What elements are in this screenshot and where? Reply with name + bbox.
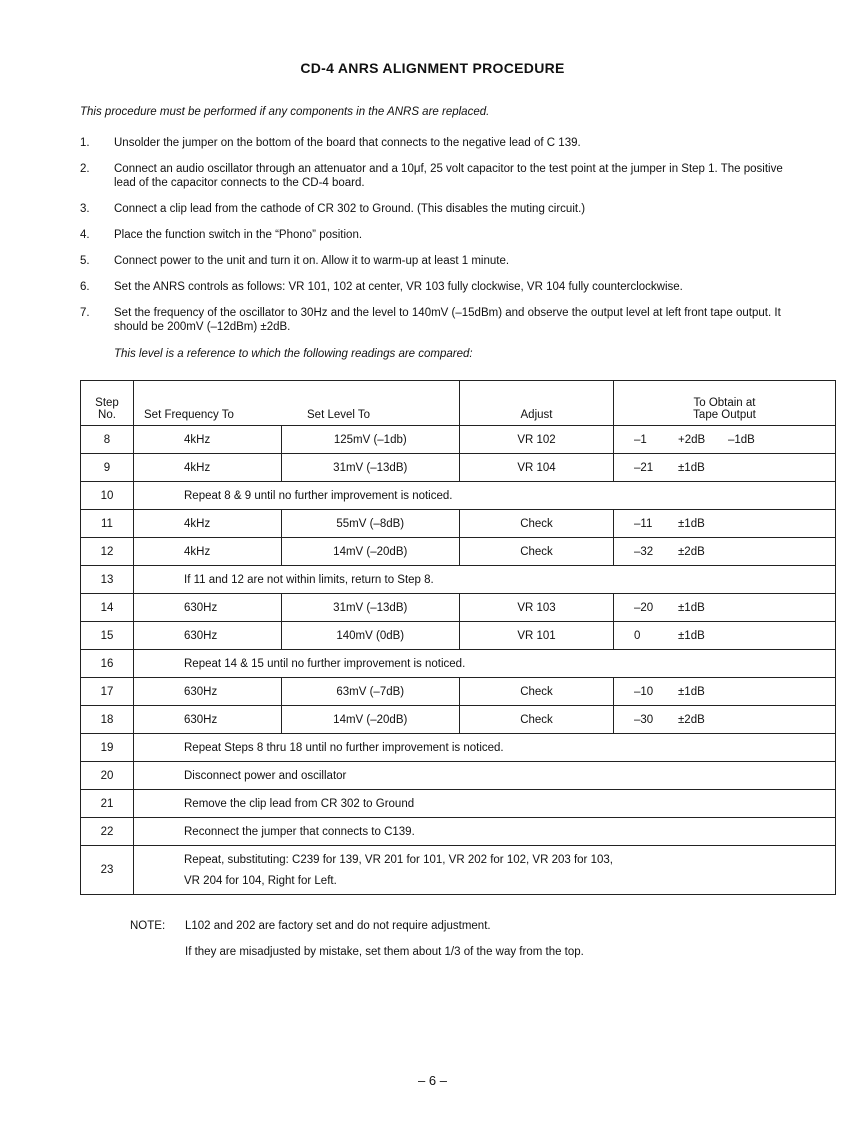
step-cell: 9 bbox=[81, 454, 134, 482]
note-text: Repeat Steps 8 thru 18 until no further improvement is noticed. bbox=[184, 741, 504, 754]
table-row bbox=[81, 678, 836, 706]
note-cell bbox=[134, 482, 836, 510]
step-cell: 16 bbox=[81, 650, 134, 678]
table-row bbox=[81, 818, 836, 846]
step-item bbox=[80, 254, 795, 268]
header-step: Step No. bbox=[81, 381, 134, 426]
tape-output-cell bbox=[614, 426, 836, 454]
step-cell: 11 bbox=[81, 510, 134, 538]
adjust-cell: VR 104 bbox=[460, 454, 614, 482]
tape-output-cell bbox=[614, 706, 836, 734]
note-cell bbox=[134, 650, 836, 678]
header-freq: Set Frequency To bbox=[134, 381, 282, 426]
step-cell: 8 bbox=[81, 426, 134, 454]
step-text: Connect a clip lead from the cathode of CR 302 to Ground. (This disables the muting circuit.) bbox=[114, 203, 586, 215]
tape-value: ±1dB bbox=[678, 685, 705, 698]
note-cell bbox=[134, 566, 836, 594]
header-tape: To Obtain at Tape Output bbox=[614, 381, 836, 426]
level-cell: 140mV (0dB) bbox=[281, 622, 460, 650]
note-line1: L102 and 202 are factory set and do not require adjustment. bbox=[185, 920, 491, 932]
footer-note-line2: If they are misadjusted by mistake, set them about 1/3 of the way from the top. bbox=[185, 946, 584, 958]
step-cell: 14 bbox=[81, 594, 134, 622]
note-text-line2: VR 204 for 104, Right for Left. bbox=[184, 874, 337, 887]
tape-value: +2dB bbox=[678, 433, 706, 446]
step-cell: 10 bbox=[81, 482, 134, 510]
tape-value: –30 bbox=[634, 713, 654, 726]
step-item bbox=[80, 280, 795, 294]
tape-output-cell bbox=[614, 678, 836, 706]
note-text: If 11 and 12 are not within limits, return to Step 8. bbox=[184, 573, 434, 586]
step-cell: 12 bbox=[81, 538, 134, 566]
table-header-row bbox=[81, 381, 836, 426]
step-item bbox=[80, 228, 795, 242]
adjust-cell: VR 102 bbox=[460, 426, 614, 454]
table-row bbox=[81, 734, 836, 762]
tape-value: ±1dB bbox=[678, 629, 705, 642]
table-row bbox=[81, 650, 836, 678]
tape-value: –10 bbox=[634, 685, 654, 698]
freq-cell: 630Hz bbox=[134, 622, 282, 650]
table-row bbox=[81, 510, 836, 538]
alignment-table bbox=[80, 380, 836, 895]
table-row bbox=[81, 594, 836, 622]
step-item bbox=[80, 306, 795, 334]
level-cell: 63mV (–7dB) bbox=[281, 678, 460, 706]
note-text: Reconnect the jumper that connects to C139. bbox=[184, 825, 415, 838]
tape-value: –20 bbox=[634, 601, 654, 614]
step-number: 2. bbox=[80, 163, 90, 175]
procedure-steps bbox=[80, 136, 795, 346]
adjust-cell: Check bbox=[460, 678, 614, 706]
tape-output-cell bbox=[614, 594, 836, 622]
note-cell bbox=[134, 734, 836, 762]
tape-value: ±1dB bbox=[678, 461, 705, 474]
note-cell bbox=[134, 846, 836, 895]
table-row bbox=[81, 426, 836, 454]
table-row bbox=[81, 622, 836, 650]
tape-output-cell bbox=[614, 538, 836, 566]
step-text: Connect an audio oscillator through an attenuator and a 10μf, 25 volt capacitor to the test point at the jumper in Step 1. The positive lead of the capacitor connects to the CD-4 board. bbox=[114, 163, 783, 189]
step-item bbox=[80, 202, 795, 216]
tape-value: ±1dB bbox=[678, 601, 705, 614]
adjust-cell: VR 101 bbox=[460, 622, 614, 650]
freq-cell: 4kHz bbox=[134, 426, 282, 454]
tape-value: ±2dB bbox=[678, 713, 705, 726]
freq-cell: 630Hz bbox=[134, 678, 282, 706]
adjust-cell: Check bbox=[460, 510, 614, 538]
step-cell: 20 bbox=[81, 762, 134, 790]
note-text: Repeat, substituting: C239 for 139, VR 201 for 101, VR 202 for 102, VR 203 for 103, bbox=[184, 853, 613, 866]
step-cell: 22 bbox=[81, 818, 134, 846]
tape-value: –21 bbox=[634, 461, 654, 474]
intro-text: This procedure must be performed if any components in the ANRS are replaced. bbox=[80, 106, 490, 118]
step-number: 5. bbox=[80, 255, 90, 267]
table-row bbox=[81, 790, 836, 818]
freq-cell: 4kHz bbox=[134, 538, 282, 566]
step-text: Set the frequency of the oscillator to 30Hz and the level to 140mV (–15dBm) and observe the output level at left front tape output. It should be 200mV (–12dBm) ±2dB. bbox=[114, 307, 781, 333]
step-text: Connect power to the unit and turn it on. Allow it to warm-up at least 1 minute. bbox=[114, 255, 510, 267]
step-number: 7. bbox=[80, 307, 90, 319]
step-cell: 15 bbox=[81, 622, 134, 650]
step-number: 6. bbox=[80, 281, 90, 293]
tape-value: –1dB bbox=[728, 433, 755, 446]
step-item bbox=[80, 136, 795, 150]
header-adjust: Adjust bbox=[460, 381, 614, 426]
tape-output-cell bbox=[614, 622, 836, 650]
note-cell bbox=[134, 818, 836, 846]
step-number: 3. bbox=[80, 203, 90, 215]
level-cell: 14mV (–20dB) bbox=[281, 538, 460, 566]
adjust-cell: Check bbox=[460, 538, 614, 566]
step-cell: 13 bbox=[81, 566, 134, 594]
step-text: Place the function switch in the “Phono” position. bbox=[114, 229, 363, 241]
step-text: Set the ANRS controls as follows: VR 101, 102 at center, VR 103 fully clockwise, VR 104 fully counterclockwise. bbox=[114, 281, 683, 293]
table-row bbox=[81, 454, 836, 482]
note-text: Repeat 14 & 15 until no further improvement is noticed. bbox=[184, 657, 466, 670]
tape-output-cell bbox=[614, 454, 836, 482]
table-row bbox=[81, 538, 836, 566]
tape-value: –11 bbox=[634, 517, 653, 530]
table-row bbox=[81, 566, 836, 594]
tape-value: –32 bbox=[634, 545, 654, 558]
adjust-cell: VR 103 bbox=[460, 594, 614, 622]
table-row bbox=[81, 846, 836, 895]
note-label: NOTE: bbox=[130, 920, 166, 932]
tape-value: ±1dB bbox=[678, 517, 705, 530]
footer-note bbox=[130, 920, 491, 932]
tape-value: 0 bbox=[634, 629, 641, 642]
note-text: Repeat 8 & 9 until no further improvement is noticed. bbox=[184, 489, 453, 502]
step-cell: 17 bbox=[81, 678, 134, 706]
step-cell: 21 bbox=[81, 790, 134, 818]
freq-cell: 630Hz bbox=[134, 594, 282, 622]
note-text: Disconnect power and oscillator bbox=[184, 769, 347, 782]
header-level: Set Level To bbox=[281, 381, 460, 426]
table-row bbox=[81, 762, 836, 790]
freq-cell: 630Hz bbox=[134, 706, 282, 734]
level-cell: 55mV (–8dB) bbox=[281, 510, 460, 538]
table-row bbox=[81, 482, 836, 510]
tape-output-cell bbox=[614, 510, 836, 538]
level-cell: 125mV (–1db) bbox=[281, 426, 460, 454]
tape-value: ±2dB bbox=[678, 545, 705, 558]
step-number: 1. bbox=[80, 137, 90, 149]
level-cell: 31mV (–13dB) bbox=[281, 594, 460, 622]
step-cell: 18 bbox=[81, 706, 134, 734]
reference-note: This level is a reference to which the following readings are compared: bbox=[114, 348, 473, 360]
note-cell bbox=[134, 790, 836, 818]
freq-cell: 4kHz bbox=[134, 454, 282, 482]
tape-value: –1 bbox=[634, 433, 647, 446]
level-cell: 31mV (–13dB) bbox=[281, 454, 460, 482]
step-number: 4. bbox=[80, 229, 90, 241]
step-item bbox=[80, 162, 795, 190]
table-row bbox=[81, 706, 836, 734]
note-cell bbox=[134, 762, 836, 790]
step-text: Unsolder the jumper on the bottom of the board that connects to the negative lead of C 139. bbox=[114, 137, 581, 149]
note-text: Remove the clip lead from CR 302 to Ground bbox=[184, 797, 415, 810]
step-cell: 23 bbox=[81, 846, 134, 895]
page-number: – 6 – bbox=[418, 1073, 447, 1088]
adjust-cell: Check bbox=[460, 706, 614, 734]
step-cell: 19 bbox=[81, 734, 134, 762]
freq-cell: 4kHz bbox=[134, 510, 282, 538]
page-title: CD-4 ANRS ALIGNMENT PROCEDURE bbox=[300, 60, 565, 76]
level-cell: 14mV (–20dB) bbox=[281, 706, 460, 734]
